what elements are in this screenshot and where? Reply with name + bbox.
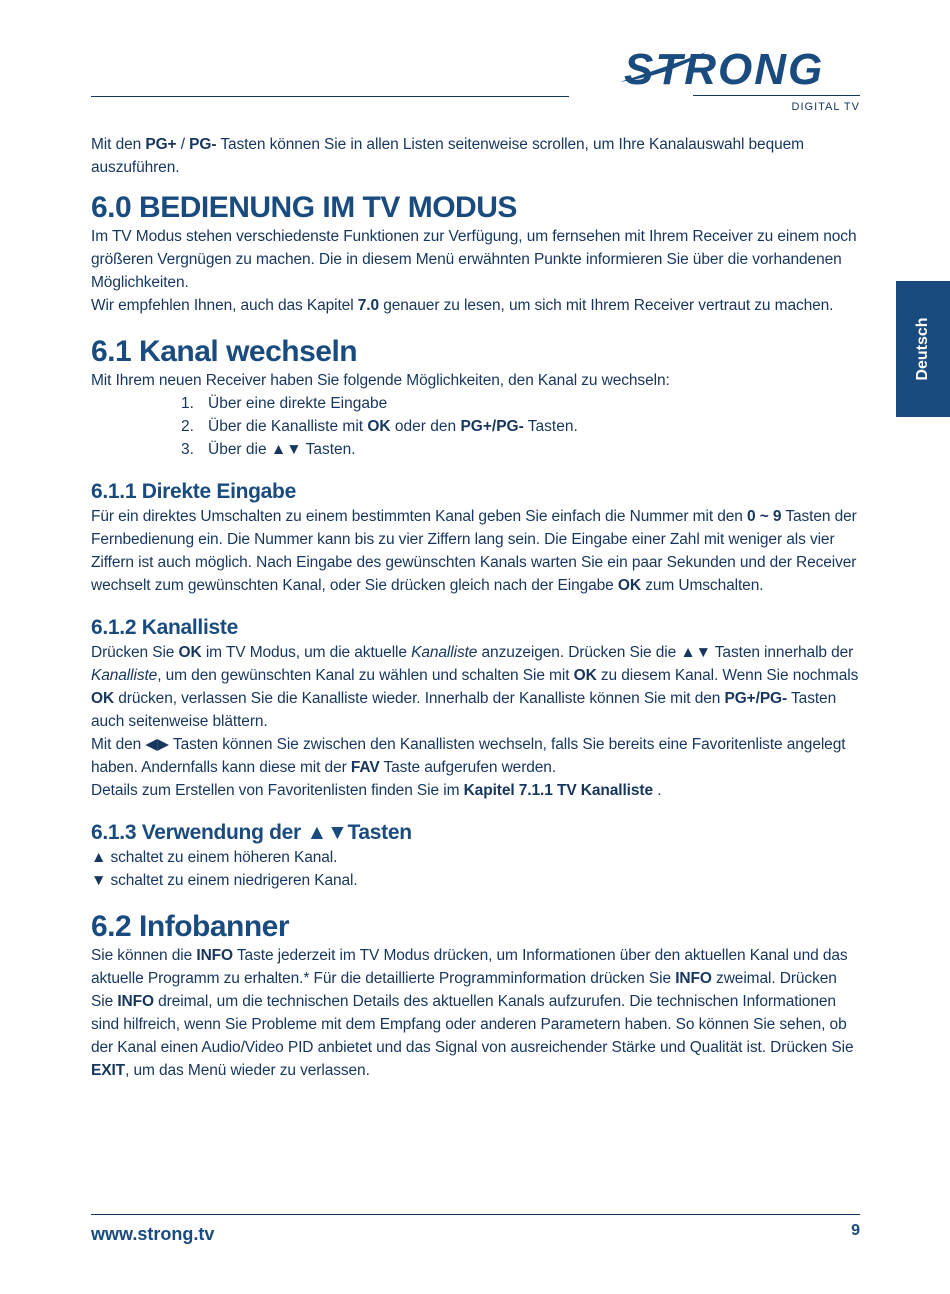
logo-underline: [693, 95, 860, 96]
s62-paragraph: Sie können die INFO Taste jederzeit im TV Modus drücken, um Informationen über den aktuellen Kanal und das aktuelle Programm zu erhalten.* Für die detaillierte Programminformation drücken Sie INFO zweimal. Drücken Sie INFO dreimal, um die technischen Details des aktuellen Kanals aufzurufen. Die technischen Informationen sind hilfreich, wenn Sie Probleme mit dem Empfang oder anderen Parametern haben. So können Sie sehen, ob der Kanal einen Audio/Video PID anbietet und das Signal von ausreichender Stärke und Qualität ist. Drücken Sie EXIT, um das Menü wieder zu verlassen.: [91, 947, 854, 1079]
heading-6-1-1: 6.1.1 Direkte Eingabe: [91, 480, 296, 503]
logo-brand-text: STRONG: [624, 45, 825, 92]
s611-paragraph: Für ein direktes Umschalten zu einem bestimmten Kanal geben Sie einfach die Nummer mit den 0 ~ 9 Tasten der Fernbedienung ein. Die Nummer kann bis zu vier Ziffern lang sein. Die Eingabe einer Zahl mit weniger als vier Ziffern ist auch möglich. Nach Eingabe des gewünschten Kanals warten Sie ein paar Sekunden und der Receiver wechselt zum gewünschten Kanal, oder Sie drücken gleich nach der Eingabe OK zum Umschalten.: [91, 508, 857, 594]
s612-paragraph-1: Drücken Sie OK im TV Modus, um die aktuelle Kanalliste anzuzeigen. Drücken Sie die ▲▼ Tasten innerhalb der Kanalliste, um den gewünschten Kanal zu wählen und schalten Sie mit OK zu diesem Kanal. Wenn Sie nochmals OK drücken, verlassen Sie die Kanalliste wieder. Innerhalb der Kanalliste können Sie mit den PG+/PG- Tasten auch seitenweise blättern.: [91, 644, 859, 730]
right-triangle-icon: ▶: [157, 736, 169, 753]
down-triangle-icon: ▼: [286, 441, 302, 458]
s613-line-down: ▼ schaltet zu einem niedrigeren Kanal.: [91, 872, 358, 889]
page-content: [91, 133, 863, 1082]
list-item: 3. Über die ▲▼ Tasten.: [181, 441, 356, 458]
s60-paragraph-1: Im TV Modus stehen verschiedenste Funktionen zur Verfügung, um fernsehen mit Ihrem Receiver zu einem noch größeren Vergnügen zu machen. Die in diesem Menü erwähnten Punkte informieren Sie über die vorhandenen Möglichkeiten.: [91, 228, 857, 291]
down-triangle-icon: ▼: [695, 644, 711, 661]
up-triangle-icon: ▲: [91, 849, 111, 866]
s60-paragraph-2: Wir empfehlen Ihnen, auch das Kapitel 7.0 genauer zu lesen, um sich mit Ihrem Receiver vertraut zu machen.: [91, 297, 834, 314]
left-triangle-icon: ◀: [145, 736, 158, 753]
intro-paragraph: Mit den PG+ / PG- Tasten können Sie in allen Listen seitenweise scrollen, um Ihre Kanalauswahl bequem auszuführen.: [91, 136, 804, 176]
channel-change-list: [91, 392, 863, 461]
up-triangle-icon: ▲: [306, 821, 327, 844]
down-triangle-icon: ▼: [91, 872, 111, 889]
page-number: 9: [851, 1222, 860, 1239]
strong-logo: [614, 44, 860, 92]
down-triangle-icon: ▼: [326, 821, 348, 844]
heading-6-1: 6.1 Kanal wechseln: [91, 335, 358, 368]
heading-6-2: 6.2 Infobanner: [91, 910, 290, 943]
header-rule: [91, 96, 569, 97]
s61-intro: Mit Ihrem neuen Receiver haben Sie folgende Möglichkeiten, den Kanal zu wechseln:: [91, 372, 670, 389]
footer-rule: [91, 1214, 860, 1215]
heading-6-0: 6.0 BEDIENUNG IM TV MODUS: [91, 191, 517, 224]
language-tab: [896, 281, 950, 417]
heading-6-1-2: 6.1.2 Kanalliste: [91, 616, 238, 639]
up-triangle-icon: ▲: [680, 644, 696, 661]
footer-url[interactable]: www.strong.tv: [91, 1224, 215, 1244]
s613-line-up: ▲ schaltet zu einem höheren Kanal.: [91, 849, 338, 866]
s612-paragraph-3: Details zum Erstellen von Favoritenlisten finden Sie im Kapitel 7.1.1 TV Kanalliste .: [91, 782, 662, 799]
language-tab-label: Deutsch: [914, 317, 931, 381]
logo-subtitle: DIGITAL TV: [791, 101, 860, 113]
up-triangle-icon: ▲: [270, 441, 287, 458]
s612-paragraph-2: Mit den ◀▶ Tasten können Sie zwischen den Kanallisten wechseln, falls Sie bereits eine Favoritenliste angelegt haben. Andernfalls kann diese mit der FAV Taste aufgerufen werden.: [91, 736, 846, 776]
list-item: 1. Über eine direkte Eingabe: [181, 395, 388, 412]
heading-6-1-3: 6.1.3 Verwendung der ▲▼Tasten: [91, 821, 412, 844]
list-item: 2. Über die Kanalliste mit OK oder den PG+/PG- Tasten.: [181, 418, 578, 435]
